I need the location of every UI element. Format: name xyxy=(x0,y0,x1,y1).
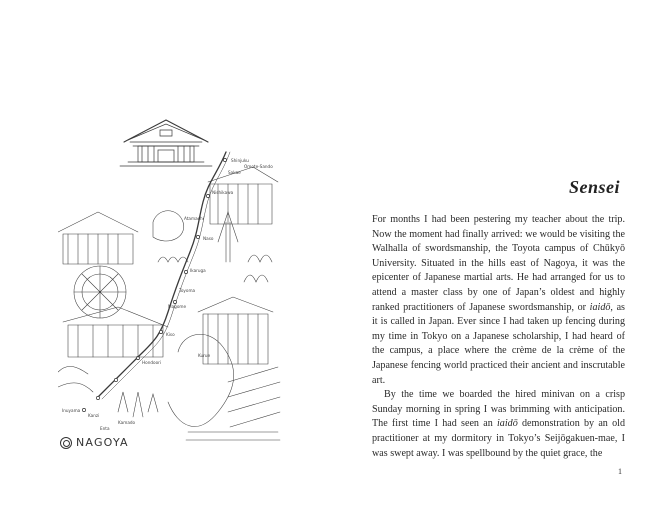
paragraph-1-text-b: , as it is called in Japan. Ever since I had taken up fencing during my time in Tokyo on a Japanese scholarship, I had heard of the campus, a place where the crème de la crème of the Japanese fencing world practiced their ancient and inscrutable art. xyxy=(372,301,625,386)
paragraph-1 xyxy=(372,213,625,388)
paragraph-1-text-a: For months I had been pestering my teacher about the trip. Now the moment had finally arrived: we would be visiting the Walhalla of swordsmanship, the Toyota campus of Chūkyō University. Situated in the hills east of Nagoya, it was the epicenter of Japanese martial arts. He had arranged for us to attend a master class by one of Japan’s oldest and highly ranked practitioners of Japanese swordsmanship, or xyxy=(372,214,625,313)
map-label-naso: Naso xyxy=(203,236,214,241)
chapter-title: Sensei xyxy=(568,177,620,197)
map-label-nishikawa: Nishikawa xyxy=(212,190,234,195)
map-label-kiso: Kiso xyxy=(166,332,175,337)
chapter-body xyxy=(372,213,625,461)
nagoya-logo xyxy=(60,436,129,449)
paragraph-1-term: iaidō xyxy=(589,301,611,313)
paragraph-2 xyxy=(372,388,625,461)
paragraph-2-text-a: By the time we boarded the hired minivan on a crisp Sunday morning in spring I was brimming with anticipation. The first time I had seen an xyxy=(372,389,625,430)
paragraph-2-term: iaidō xyxy=(497,418,518,430)
map-label-enta: Enta xyxy=(100,426,110,431)
map-label-ikaruga: Ikaruga xyxy=(190,268,206,273)
page-number: 1 xyxy=(618,467,622,476)
map-label-shinjuku: Shinjuku xyxy=(231,158,249,163)
map-label-magome: Magome xyxy=(168,304,187,309)
nagoya-seal-icon xyxy=(60,437,72,449)
map-label-inuyama: Inuyama xyxy=(62,408,81,413)
map-label-omotesando: Omote-Sando xyxy=(244,164,273,169)
map-label-atamachi: Atamachi xyxy=(184,216,204,221)
paragraph-2-text-b: demonstration by an old practitioner at my dormitory in Tokyo’s Seijōgakuen-mae, I was swept away. I was spellbound by the quiet grace, the xyxy=(372,418,625,459)
map-label-kurue: Kurue xyxy=(198,353,211,358)
map-label-kamado: Kamado xyxy=(118,420,136,425)
map-label-kanzi: Kanzi xyxy=(88,413,100,418)
logo-text: NAGOYA xyxy=(76,436,129,449)
shrine-drawing xyxy=(120,120,212,166)
map-label-toyoma: Toyoma xyxy=(179,288,196,293)
map-label-sakae: Sakae xyxy=(228,170,241,175)
map-label-hondoori: Hondoori xyxy=(142,360,162,365)
nagoya-map-illustration xyxy=(58,112,288,457)
